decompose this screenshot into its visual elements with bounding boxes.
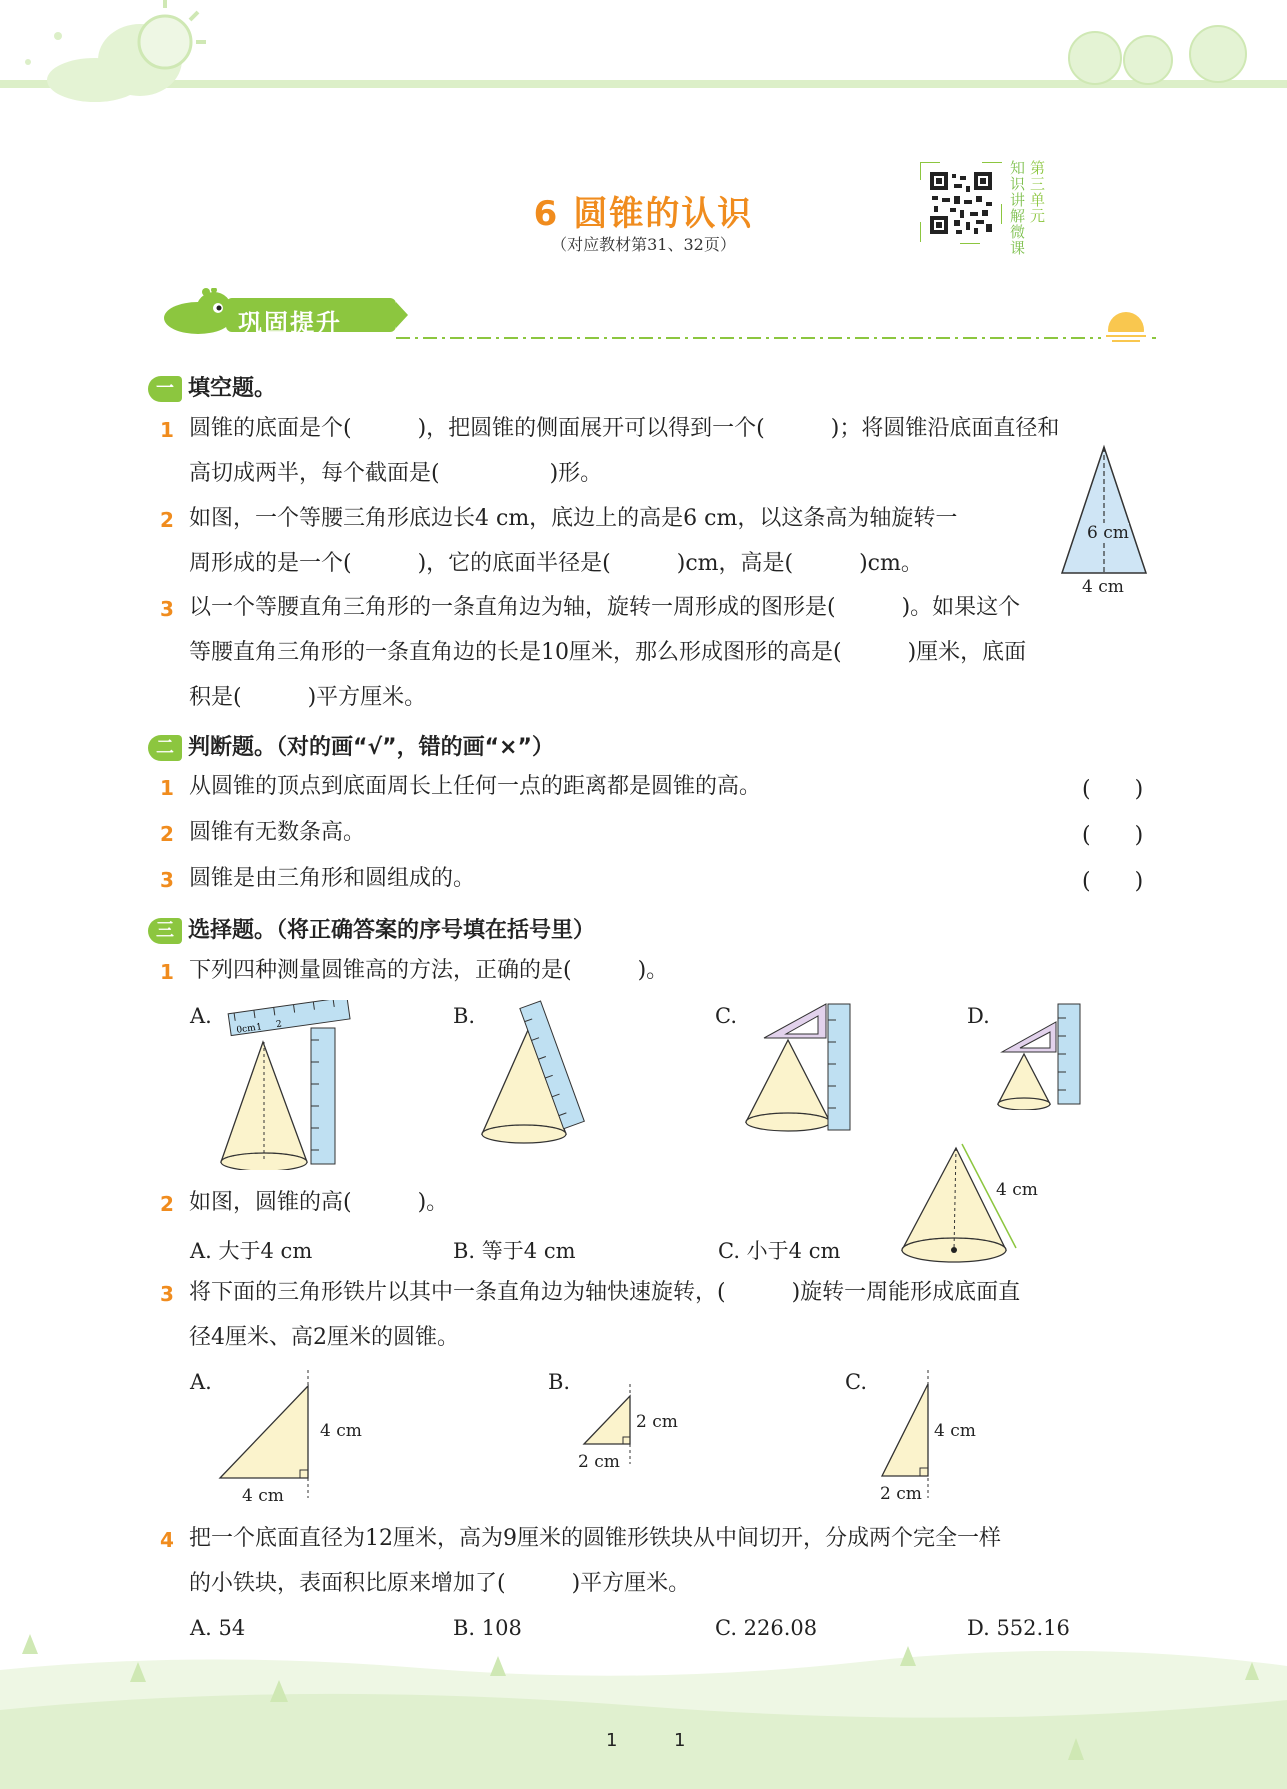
horizontal-leg-label: 2 cm: [880, 1484, 922, 1504]
triangle-figure-c: [876, 1366, 936, 1502]
animal-characters-icon: [1069, 26, 1246, 84]
isosceles-triangle-figure: [1058, 443, 1154, 593]
option-d[interactable]: D.: [967, 1004, 990, 1028]
question-number: 2: [160, 822, 174, 846]
answer-blank[interactable]: ( ): [1082, 823, 1144, 848]
ruler-label: 2: [275, 1019, 283, 1031]
horizontal-leg-label: 2 cm: [578, 1452, 620, 1472]
section-title: 判断题。（对的画“√”，错的画“×”）: [188, 735, 554, 760]
answer-blank[interactable]: ( ): [1082, 869, 1144, 894]
section-multiple-choice: [148, 913, 595, 944]
slant-height-label: 4 cm: [996, 1180, 1038, 1200]
title-number: 6: [533, 194, 560, 234]
question-number: 1: [160, 776, 174, 800]
textbook-reference: （对应教材第31、32页）: [551, 235, 736, 254]
question-text: 从圆锥的顶点到底面周长上任何一点的距离都是圆锥的高。: [189, 774, 762, 799]
question-text: 周形成的是一个( )，它的底面半径是( )cm，高是( )cm。: [189, 551, 923, 576]
qr-label-unit: 第三单元: [1030, 159, 1046, 225]
option-b[interactable]: B.: [548, 1370, 571, 1394]
question-number: 3: [160, 868, 174, 892]
ruler-label: 1: [255, 1022, 263, 1033]
question-text: 圆锥的底面是个( )，把圆锥的侧面展开可以得到一个( )；将圆锥沿底面直径和: [189, 416, 1060, 441]
option-a[interactable]: A.: [190, 1004, 212, 1028]
page-number-left: 1: [606, 1730, 618, 1751]
cone-ruler-figure-c: [740, 1000, 870, 1140]
header-decoration: [0, 0, 1287, 110]
option-c[interactable]: C. 小于4 cm: [718, 1239, 841, 1263]
ruler-label: 0cm: [235, 1023, 257, 1036]
question-text: 高切成两半，每个截面是( )形。: [189, 461, 603, 486]
triangle-figure-a: [216, 1366, 316, 1502]
question-text: 径4厘米、高2厘米的圆锥。: [189, 1325, 459, 1350]
banner-label: 巩固提升: [238, 309, 342, 337]
base-label: 4 cm: [1082, 577, 1124, 597]
section-badge: 二: [148, 735, 182, 761]
option-c[interactable]: C. 226.08: [715, 1616, 818, 1640]
question-text: 积是( )平方厘米。: [189, 685, 427, 710]
question-text: 将下面的三角形铁片以其中一条直角边为轴快速旋转，( )旋转一周能形成底面直: [189, 1280, 1021, 1305]
option-c[interactable]: C.: [715, 1004, 737, 1028]
sunset-icon: [1101, 312, 1151, 344]
section-badge: 三: [148, 918, 182, 944]
cone-ruler-figure-a: [215, 1000, 355, 1170]
height-label: 6 cm: [1087, 523, 1129, 543]
qr-label-micro-lesson: 知识讲解微课: [1010, 159, 1026, 257]
option-b[interactable]: B.: [453, 1004, 476, 1028]
page-number-right: 1: [674, 1730, 686, 1751]
option-a[interactable]: A. 54: [190, 1616, 246, 1640]
question-text: 的小铁块，表面积比原来增加了( )平方厘米。: [189, 1571, 691, 1596]
cone-ruler-figure-b: [478, 1000, 608, 1150]
question-number: 2: [160, 1192, 174, 1216]
footer-landscape-decoration: [0, 1610, 1287, 1789]
question-text: 圆锥是由三角形和圆组成的。: [189, 866, 476, 891]
option-b[interactable]: B. 108: [453, 1616, 522, 1640]
option-a[interactable]: A.: [190, 1370, 212, 1394]
question-text: 如图，圆锥的高( )。: [189, 1190, 449, 1215]
question-number: 3: [160, 1282, 174, 1306]
qr-label: [1010, 160, 1050, 255]
page-title: [0, 186, 1287, 235]
section-fill-blank: [148, 371, 276, 402]
qr-code-icon[interactable]: [920, 162, 1002, 244]
title-text: 圆锥的认识: [573, 194, 754, 234]
option-b[interactable]: B. 等于4 cm: [453, 1239, 576, 1263]
vertical-leg-label: 4 cm: [320, 1421, 362, 1441]
horizontal-leg-label: 4 cm: [242, 1486, 284, 1506]
option-a[interactable]: A. 大于4 cm: [190, 1239, 313, 1263]
answer-blank[interactable]: ( ): [1082, 777, 1144, 802]
vertical-leg-label: 2 cm: [636, 1412, 678, 1432]
question-number: 1: [160, 418, 174, 442]
cone-slant-figure: [896, 1140, 1036, 1270]
vertical-leg-label: 4 cm: [934, 1421, 976, 1441]
question-number: 4: [160, 1528, 174, 1552]
question-number: 1: [160, 960, 174, 984]
section-badge: 一: [148, 376, 182, 402]
question-text: 以一个等腰直角三角形的一条直角边为轴，旋转一周形成的图形是( )。如果这个: [189, 595, 1021, 620]
question-number: 2: [160, 508, 174, 532]
section-title: 填空题。: [188, 376, 277, 401]
question-text: 圆锥有无数条高。: [189, 820, 366, 845]
question-number: 3: [160, 597, 174, 621]
question-text: 把一个底面直径为12厘米，高为9厘米的圆锥形铁块从中间切开，分成两个完全一样: [189, 1526, 1001, 1551]
question-text: 下列四种测量圆锥高的方法，正确的是( )。: [189, 958, 669, 983]
option-c[interactable]: C.: [845, 1370, 867, 1394]
section-true-false: [148, 730, 554, 761]
section-title: 选择题。（将正确答案的序号填在括号里）: [188, 918, 596, 943]
cone-ruler-figure-d: [992, 1000, 1092, 1110]
option-d[interactable]: D. 552.16: [967, 1616, 1070, 1640]
question-text: 等腰直角三角形的一条直角边的长是10厘米，那么形成图形的高是( )厘米，底面: [189, 640, 1027, 665]
question-text: 如图，一个等腰三角形底边长4 cm，底边上的高是6 cm，以这条高为轴旋转一: [189, 506, 958, 531]
